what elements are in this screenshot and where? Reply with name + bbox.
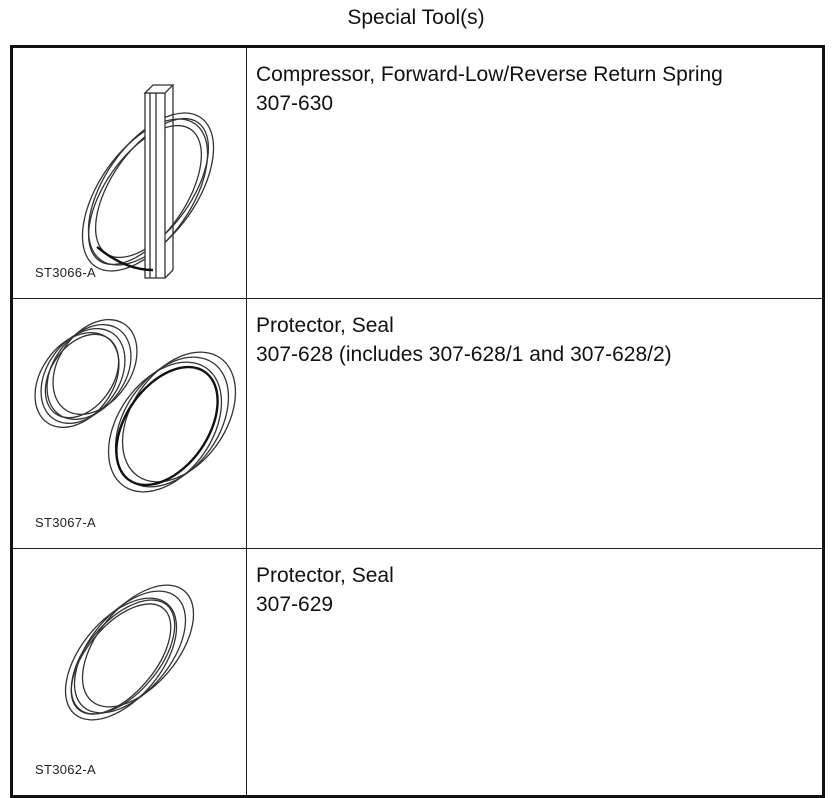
tool-description-cell (247, 549, 824, 797)
tool-part-number: 307-630 (256, 92, 334, 115)
tool-name: Compressor, Forward-Low/Reverse Return Spring (256, 63, 723, 86)
figure-label: ST3067-A (35, 515, 96, 530)
tool-description-cell (247, 299, 824, 549)
tool-illustration-cell (12, 47, 247, 299)
seal-protector-pair-icon (13, 299, 248, 536)
tool-part-number: 307-629 (256, 593, 334, 616)
page-title: Special Tool(s) (347, 6, 485, 29)
seal-protector-icon (13, 549, 248, 783)
figure-label: ST3062-A (35, 762, 96, 777)
tool-illustration-cell (12, 299, 247, 549)
tool-part-number: 307-628 (includes 307-628/1 and 307-628/2) (256, 343, 672, 366)
table-row (12, 299, 824, 549)
tool-illustration-cell (12, 549, 247, 797)
table-row (12, 549, 824, 797)
special-tools-table (10, 45, 825, 798)
table-row (12, 47, 824, 299)
tool-description-cell (247, 47, 824, 299)
tool-name: Protector, Seal (256, 564, 394, 587)
tool-name: Protector, Seal (256, 314, 394, 337)
figure-label: ST3066-A (35, 265, 96, 280)
spring-compressor-icon (13, 48, 248, 286)
